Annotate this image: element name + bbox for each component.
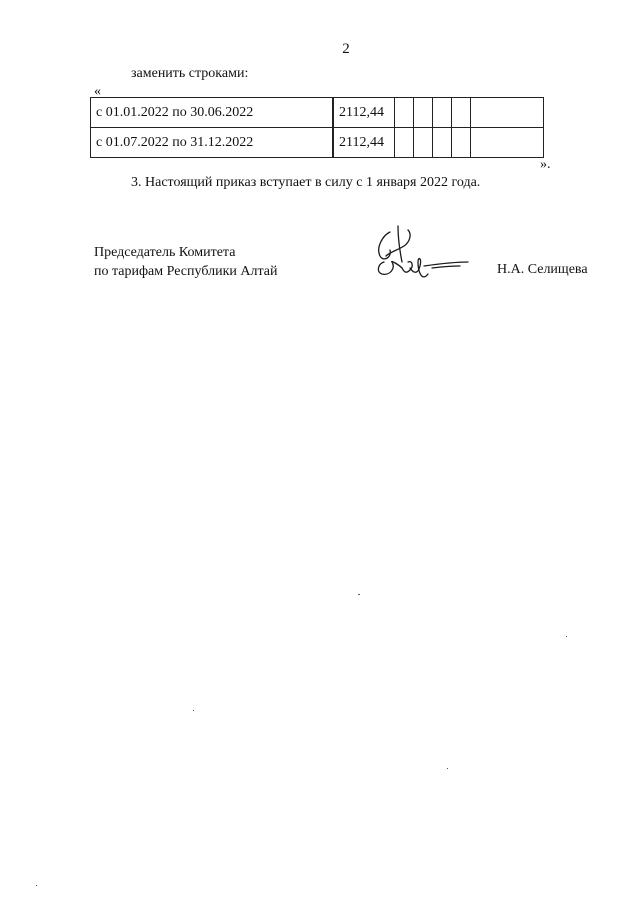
signer-title <box>94 243 277 281</box>
signer-title-line-2: по тарифам Республики Алтай <box>94 264 278 279</box>
scan-speck <box>36 885 37 886</box>
point-three-text: 3. Настоящий приказ вступает в силу с 1 января 2022 года. <box>131 175 481 190</box>
table-row <box>91 128 544 158</box>
empty-cell <box>395 128 414 158</box>
scan-speck <box>447 768 448 769</box>
period-cell: с 01.07.2022 по 31.12.2022 <box>91 128 334 158</box>
scan-speck <box>193 710 194 711</box>
signer-title-line-1: Председатель Комитета <box>94 245 236 260</box>
empty-cell <box>414 128 433 158</box>
close-quote: ». <box>540 157 551 172</box>
empty-cell <box>414 98 433 128</box>
empty-cell <box>452 128 471 158</box>
value-cell: 2112,44 <box>333 128 395 158</box>
empty-cell <box>471 128 544 158</box>
empty-cell <box>471 98 544 128</box>
intro-text: заменить строками: <box>131 66 249 81</box>
value-cell: 2112,44 <box>333 98 395 128</box>
page-number: 2 <box>342 41 350 57</box>
period-cell: с 01.01.2022 по 30.06.2022 <box>91 98 334 128</box>
signer-name: Н.А. Селищева <box>497 262 588 277</box>
empty-cell <box>433 98 452 128</box>
empty-cell <box>452 98 471 128</box>
tariff-table <box>90 97 544 158</box>
table-row <box>91 98 544 128</box>
handwritten-signature <box>368 222 478 292</box>
scan-speck <box>358 594 360 595</box>
empty-cell <box>433 128 452 158</box>
empty-cell <box>395 98 414 128</box>
open-quote: « <box>94 84 101 99</box>
scan-speck <box>566 636 567 637</box>
